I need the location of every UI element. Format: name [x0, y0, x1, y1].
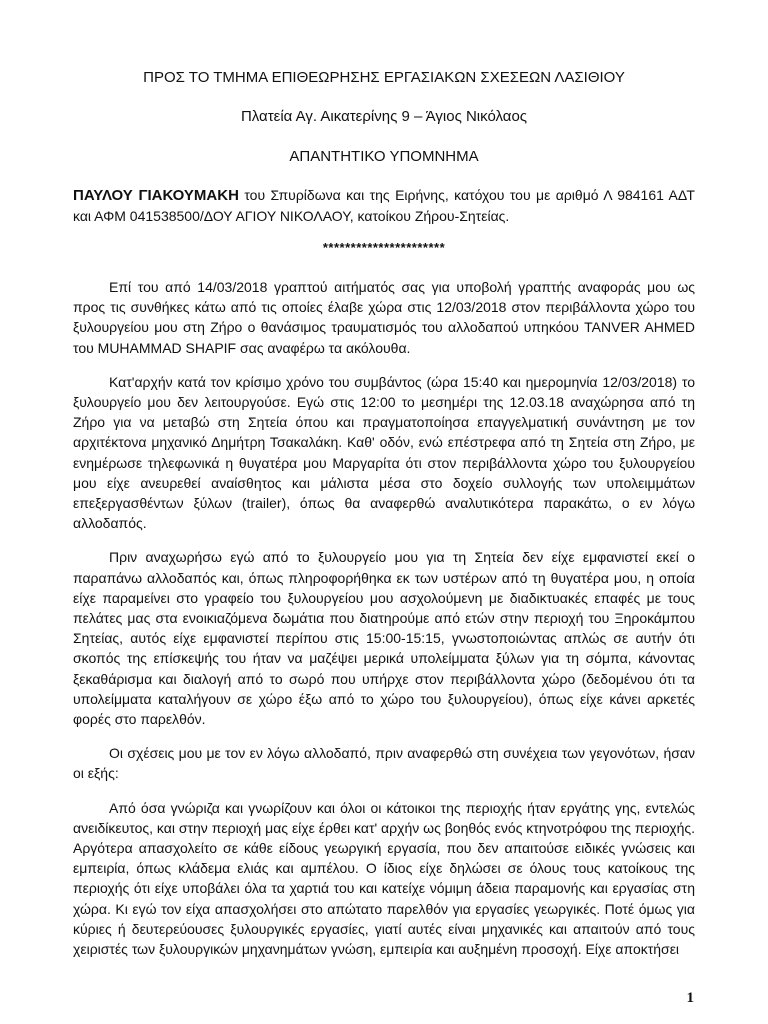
body-paragraph: Από όσα γνώριζα και γνωρίζουν και όλοι οι κάτοικοι της περιοχής ήταν εργάτης γης, εντελώς ανειδίκευτος, και στην περιοχή μας είχε έρθει κατ' αρχήν ως βοηθός ενός κτηνοτρόφου της περιοχής. Αργότερα απασχολείτο σε κάθε είδους γεωργική εργασία, που δεν απαιτούσε ειδικές γνώσεις και εμπειρία, όπως κλάδεμα ελιάς και αμπέλου. Ο ίδιος είχε δηλώσει σε όλους τους κατοίκους της περιοχής ότι είχε υποβάλει όλα τα χαρτιά του και κατείχε νόμιμη άδεια παραμονής και εργασίας στη χώρα. Κι εγώ τον είχα απασχολήσει στο απώτατο παρελθόν για εργασίες γεωργικές. Ποτέ όμως για κύριες ή δευτερεύουσες ξυλουργικές εργασίες, γιατί αυτές είναι μηχανικές και απαιτούν από τους χειριστές των ξυλουργικών μηχανημάτων γνώση, εμπειρία και αυξημένη προσοχή. Είχε αποκτήσει [73, 799, 695, 958]
document-page [73, 62, 695, 959]
party-name: ΠΑΥΛΟΥ ΓΙΑΚΟΥΜΑΚΗ [73, 187, 239, 204]
document-address: Πλατεία Αγ. Αικατερίνης 9 – Άγιος Νικόλαος [240, 108, 528, 125]
body-paragraph: Επί του από 14/03/2018 γραπτού αιτήματός σας για υποβολή γραπτής αναφοράς μου ως προς τις συνθήκες κάτω από τις οποίες έλαβε χώρα στις 12/03/2018 στον περιβάλλοντα χώρο του ξυλουργείου μου στη Ζήρο ο θανάσιμος τραυματισμός του αλλοδαπού υπηκόου TANVER AHMED του MUHAMMAD SHAPIF σας αναφέρω τα ακόλουθα. [73, 279, 695, 356]
separator-line: ********************** [322, 240, 446, 255]
document-subtitle: ΑΠΑΝΤΗΤΙΚΟ ΥΠΟΜΝΗΜΑ [289, 148, 479, 165]
body-paragraph: Πριν αναχωρήσω εγώ από το ξυλουργείο μου για τη Σητεία δεν είχε εμφανιστεί εκεί ο παραπάνω αλλοδαπός και, όπως πληροφορήθηκα εκ των υστέρων από τη θυγατέρα μου, η οποία είχε παραμείνει στο γραφείο του ξυλουργείου μου ασχολούμενη με διαδικτυακές επαφές με τους πελάτες μας στα ενοικιαζόμενα δωμάτια που διατηρούμε από ετών στην περιοχή του Ξηροκάμπου Σητείας, αυτός είχε εμφανιστεί περίπου στις 15:00-15:15, γνωστοποιώντας απλώς σε αυτήν ότι σκοπός της επίσκεψής του ήταν να μαζέψει μερικά υπολείμματα ξύλων για τη σόμπα, κάνοντας ξεκαθάρισμα και διαλογή από το σωρό που υπήρχε στον περιβάλλοντα χώρο (δεδομένου ότι τα υπολείμματα καταλήγουν σε χώρο έξω από το χώρο του ξυλουργείου), όπως είχε κάνει αρκετές φορές στο παρελθόν. [73, 549, 695, 728]
party-statement [73, 185, 695, 226]
body-paragraph: Οι σχέσεις μου με τον εν λόγω αλλοδαπό, πριν αναφερθώ στη συνέχεια των γεγονότων, ήσαν οι εξής: [73, 745, 695, 782]
party-details: του Σπυρίδωνα και της Ειρήνης, κατόχου του με αριθμό Λ 984161 ΑΔΤ και ΑΦΜ 041538500/ΔΟΥ ΑΓΙΟΥ ΝΙΚΟΛΑΟΥ, κατοίκου Ζήρου-Σητείας. [73, 187, 695, 224]
page-number: 1 [686, 990, 694, 1006]
body-paragraph: Κατ'αρχήν κατά τον κρίσιμο χρόνο του συμβάντος (ώρα 15:40 και ημερομηνία 12/03/2018) το ξυλουργείο μου δεν λειτουργούσε. Εγώ στις 12:00 το μεσημέρι της 12.03.18 αναχώρησα από τη Ζήρο για να μεταβώ στη Σητεία όπου και πραγματοποίησα επαγγελματική συνάντηση με τον αρχιτέκτονα μηχανικό Δημήτρη Τσακαλάκη. Καθ' οδόν, ενώ επέστρεφα από τη Σητεία στη Ζήρο, με ενημέρωσε τηλεφωνικά η θυγατέρα μου Μαργαρίτα ότι στον περιβάλλοντα χώρο του ξυλουργείου μου είχε ανευρεθεί αναίσθητος και μάλιστα μέσα στο δοχείο συλλογής των υπολειμμάτων επεξεργασθέντων ξύλων (trailer), όπως θα αναφερθώ αναλυτικότερα παρακάτω, ο εν λόγω αλλοδαπός. [73, 373, 695, 532]
document-title: ΠΡΟΣ ΤΟ ΤΜΗΜΑ ΕΠΙΘΕΩΡΗΣΗΣ ΕΡΓΑΣΙΑΚΩΝ ΣΧΕΣΕΩΝ ΛΑΣΙΘΙΟΥ [143, 69, 625, 86]
